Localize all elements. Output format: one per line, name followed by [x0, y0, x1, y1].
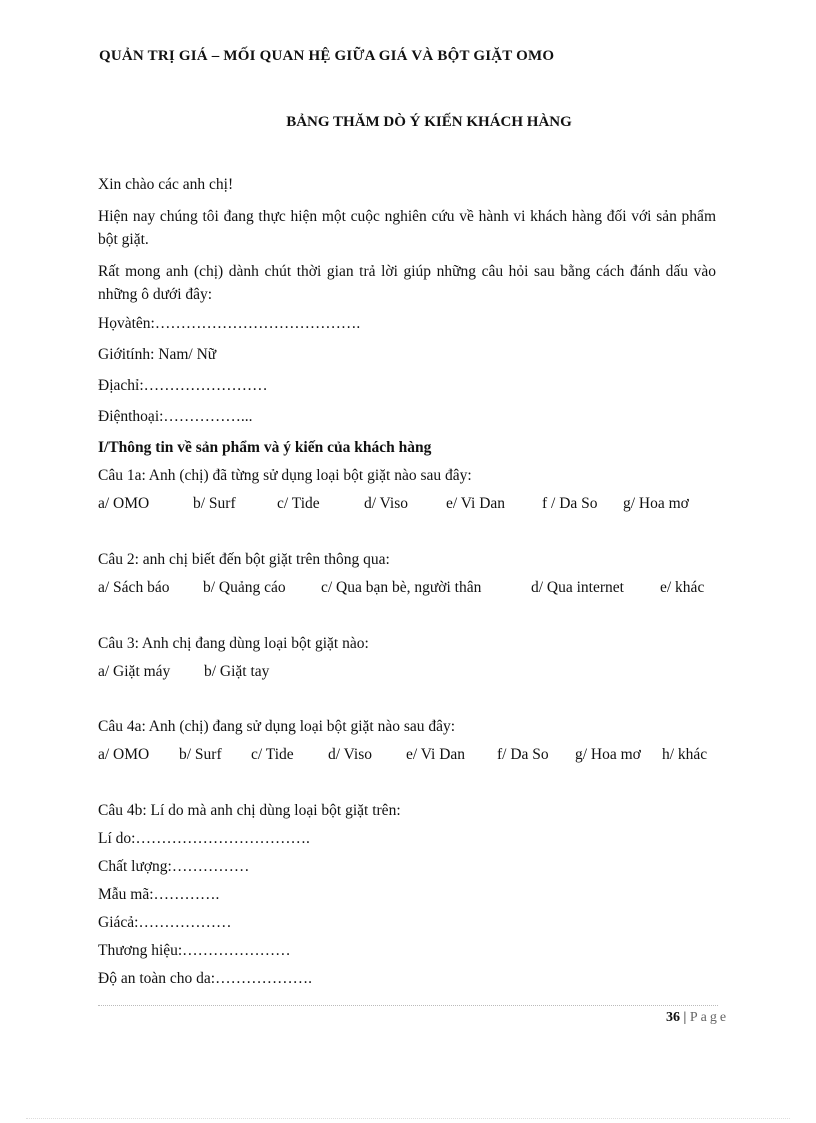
- greeting: Xin chào các anh chị!: [98, 176, 234, 193]
- price-field: Giácả:………………: [98, 914, 232, 931]
- option: h/ khác: [662, 746, 708, 763]
- option: g/ Hoa mơ: [623, 495, 689, 512]
- intro-paragraph-2: Rất mong anh (chị) dành chút thời gian trả lời giúp những câu hỏi sau bằng cách đánh dấu vào những ô dưới đây:: [98, 263, 716, 303]
- phone-field: Điệnthoại:……………...: [98, 408, 253, 425]
- option: e/ khác: [660, 579, 705, 596]
- intro-paragraph-1: Hiện nay chúng tôi đang thực hiện một cuộc nghiên cứu về hành vi khách hàng đối với sản phẩm bột giặt.: [98, 208, 716, 248]
- option: c/ Qua bạn bè, người thân: [321, 579, 482, 596]
- question-4a: Câu 4a: Anh (chị) đang sử dụng loại bột giặt nào sau đây:: [98, 718, 456, 735]
- quality-field: Chất lượng:……………: [98, 858, 250, 875]
- option: f / Da So: [542, 495, 598, 512]
- option: b/ Giặt tay: [204, 663, 270, 680]
- option: d/ Viso: [328, 746, 373, 763]
- option: c/ Tide: [277, 495, 320, 512]
- option: a/ OMO: [98, 495, 150, 512]
- page-footer: [666, 1010, 729, 1026]
- option: a/ OMO: [98, 746, 150, 763]
- page-number: 36: [666, 1010, 680, 1025]
- option: a/ Giặt máy: [98, 663, 171, 680]
- option: e/ Vi Dan: [446, 495, 506, 512]
- gender-field: Giớitính: Nam/ Nữ: [98, 346, 217, 363]
- footer-separator: |: [680, 1010, 690, 1025]
- skin-safety-field: Độ an toàn cho da:……………….: [98, 970, 312, 987]
- option: b/ Surf: [193, 495, 236, 512]
- question-4b: Câu 4b: Lí do mà anh chị dùng loại bột giặt trên:: [98, 802, 401, 819]
- option: c/ Tide: [251, 746, 294, 763]
- page-label: Page: [689, 1010, 730, 1025]
- address-field: Địachỉ:……………………: [98, 377, 268, 394]
- option: d/ Qua internet: [531, 579, 624, 596]
- running-header: QUẢN TRỊ GIÁ – MỐI QUAN HỆ GIỮA GIÁ VÀ BỘT GIẶT OMO: [99, 48, 555, 64]
- document-title: BẢNG THĂM DÒ Ý KIẾN KHÁCH HÀNG: [286, 114, 572, 130]
- option: e/ Vi Dan: [406, 746, 466, 763]
- question-3: Câu 3: Anh chị đang dùng loại bột giặt nào:: [98, 635, 369, 652]
- option: g/ Hoa mơ: [575, 746, 641, 763]
- design-field: Mẫu mã:………….: [98, 886, 220, 903]
- option: f/ Da So: [497, 746, 549, 763]
- reason-field: Lí do:…………………………….: [98, 830, 310, 847]
- name-field: Họvàtên:………………………………….: [98, 315, 361, 332]
- question-2: Câu 2: anh chị biết đến bột giặt trên thông qua:: [98, 551, 390, 568]
- page-bottom-border: [26, 1118, 790, 1119]
- section-title: I/Thông tin về sản phẩm và ý kiến của khách hàng: [98, 439, 432, 456]
- option: b/ Quảng cáo: [203, 579, 286, 596]
- option: d/ Viso: [364, 495, 409, 512]
- footer-divider: [98, 1005, 718, 1006]
- option: a/ Sách báo: [98, 579, 170, 596]
- option: b/ Surf: [179, 746, 222, 763]
- question-1a: Câu 1a: Anh (chị) đã từng sử dụng loại bột giặt nào sau đây:: [98, 467, 472, 484]
- brand-field: Thương hiệu:…………………: [98, 942, 291, 959]
